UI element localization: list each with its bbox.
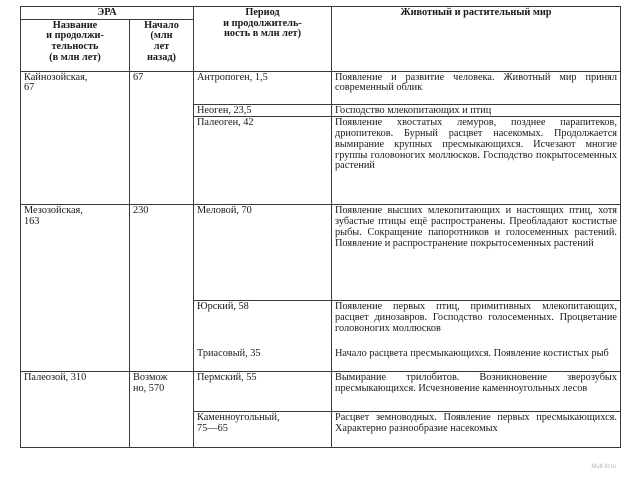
table-row	[21, 372, 621, 412]
header-period: Период и продолжитель- ность в млн лет)	[194, 7, 332, 72]
period-life: Вымирание трилобитов. Возникновение зверозубых пресмыкающихся. Исчезновение каменноугольных лесов	[332, 372, 621, 412]
header-era-start: Начало (млн лет назад)	[130, 19, 194, 71]
table-row	[21, 205, 621, 301]
geochronology-table	[20, 6, 621, 448]
watermark: Mult-lit.ru	[591, 464, 616, 471]
era-name-cenozoic: Кайнозойская, 67	[21, 71, 130, 205]
era-start-paleozoic: Возмож но, 570	[130, 372, 194, 448]
period-name: Юрский, 58	[194, 301, 332, 348]
period-life: Появление и развитие человека. Животный мир принял современный облик	[332, 71, 621, 104]
header-era: ЭРА	[21, 7, 194, 20]
period-name: Палеоген, 42	[194, 117, 332, 205]
era-name-mesozoic: Мезозойская, 163	[21, 205, 130, 372]
period-name: Неоген, 23,5	[194, 104, 332, 117]
period-life: Появление хвостатых лемуров, позднее парапитеков, дриопитеков. Бурный расцвет насекомых. Продолжается вымирание крупных пресмыкающихся. Исчезают многие группы головоногих моллюсков. Господство покрытосеменных растений	[332, 117, 621, 205]
period-name: Каменноугольный, 75—65	[194, 412, 332, 448]
period-name: Антропоген, 1,5	[194, 71, 332, 104]
period-name: Меловой, 70	[194, 205, 332, 301]
period-life: Появление первых птиц, примитивных млекопитающих, расцвет динозавров. Господство голосеменных. Процветание головоногих моллюсков	[332, 301, 621, 348]
period-life: Появление высших млекопитающих и настоящих птиц, хотя зубастые птицы ещё распространены. Преобладают костистые рыбы. Сокращение папоротников и голосеменных растений. Появление и распространение покрытосеменных растений	[332, 205, 621, 301]
period-name: Пермский, 55	[194, 372, 332, 412]
period-name: Триасовый, 35	[194, 348, 332, 372]
era-start-mesozoic: 230	[130, 205, 194, 372]
header-life: Животный и растительный мир	[332, 7, 621, 72]
period-life: Расцвет земноводных. Появление первых пресмыкающихся. Характерно разнообразие насекомых	[332, 412, 621, 448]
period-life: Господство млекопитающих и птиц	[332, 104, 621, 117]
era-name-paleozoic: Палеозой, 310	[21, 372, 130, 448]
geochronology-table-page	[20, 6, 620, 476]
table-row	[21, 71, 621, 104]
period-life: Начало расцвета пресмыкающихся. Появление костистых рыб	[332, 348, 621, 372]
header-era-name: Название и продолжи- тельность (в млн лет)	[21, 19, 130, 71]
era-start-cenozoic: 67	[130, 71, 194, 205]
